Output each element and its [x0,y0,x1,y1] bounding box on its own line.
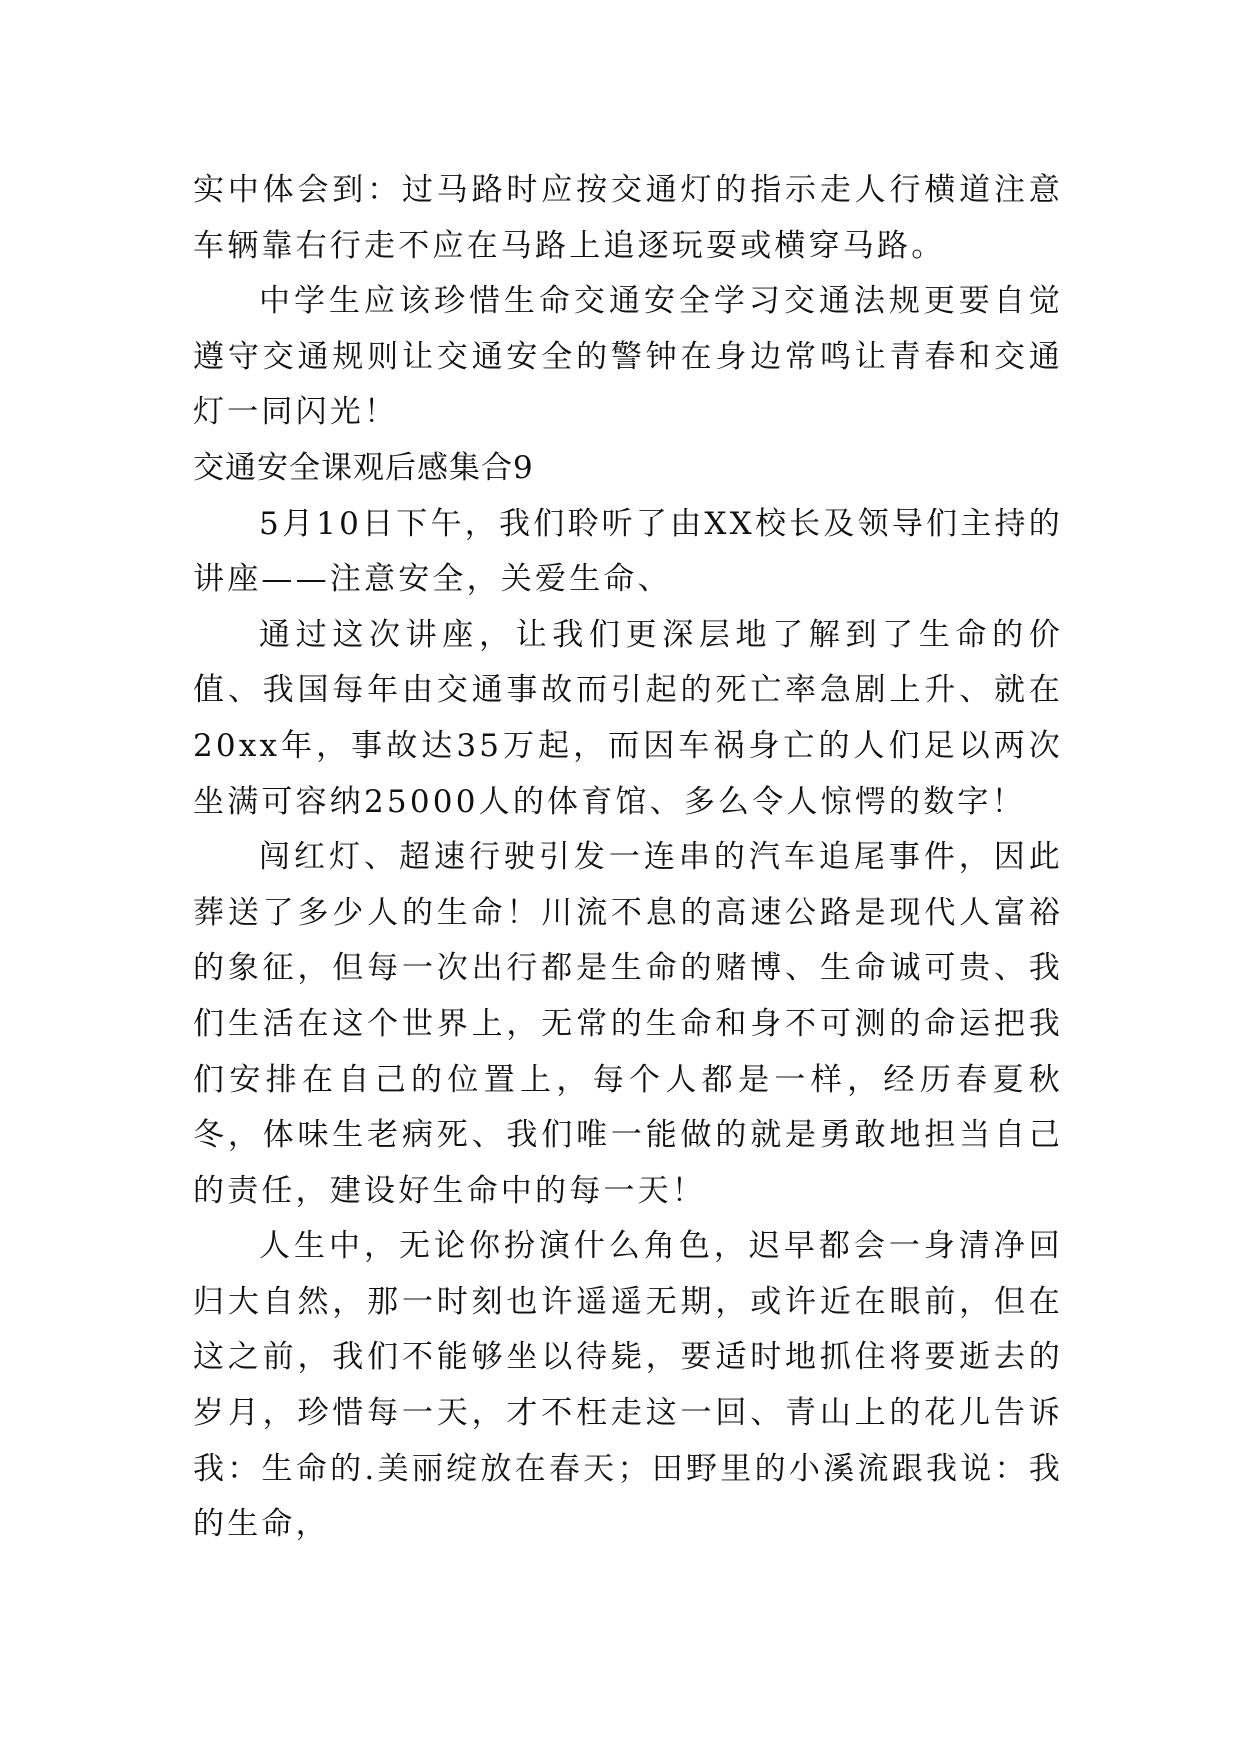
paragraph-5: 闯红灯、超速行驶引发一连串的汽车追尾事件，因此葬送了多少人的生命！川流不息的高速公路是现代人富裕的象征，但每一次出行都是生命的赌博、生命诚可贵、我们生活在这个世界上，无常的生命和身不可测的命运把我们安排在自己的位置上，每个人都是一样，经历春夏秋冬，体味生老病死、我们唯一能做的就是勇敢地担当自己的责任，建设好生命中的每一天！ [193,839,1063,1209]
paragraph-6: 人生中，无论你扮演什么角色，迟早都会一身清净回归大自然，那一时刻也许遥遥无期，或许近在眼前，但在这之前，我们不能够坐以待毙，要适时地抓住将要逝去的岁月，珍惜每一天，才不枉走这一回、青山上的花儿告诉我：生命的.美丽绽放在春天；田野里的小溪流跟我说：我的生命， [193,1228,1063,1543]
paragraph-3: 5月10日下午，我们聆听了由XX校长及领导们主持的讲座——注意安全，关爱生命、 [193,505,1063,598]
paragraph-2: 中学生应该珍惜生命交通安全学习交通法规更要自觉遵守交通规则让交通安全的警钟在身边常鸣让青春和交通灯一同闪光！ [193,283,1063,431]
paragraph-1: 实中体会到：过马路时应按交通灯的指示走人行横道注意车辆靠右行走不应在马路上追逐玩耍或横穿马路。 [193,172,1063,264]
document-body [193,163,1063,1553]
paragraph-4: 通过这次讲座，让我们更深层地了解到了生命的价值、我国每年由交通事故而引起的死亡率急剧上升、就在20xx年，事故达35万起，而因车祸身亡的人们足以两次坐满可容纳25000人的体育馆、多么令人惊愕的数字！ [193,616,1063,820]
section-heading: 交通安全课观后感集合9 [193,449,534,486]
